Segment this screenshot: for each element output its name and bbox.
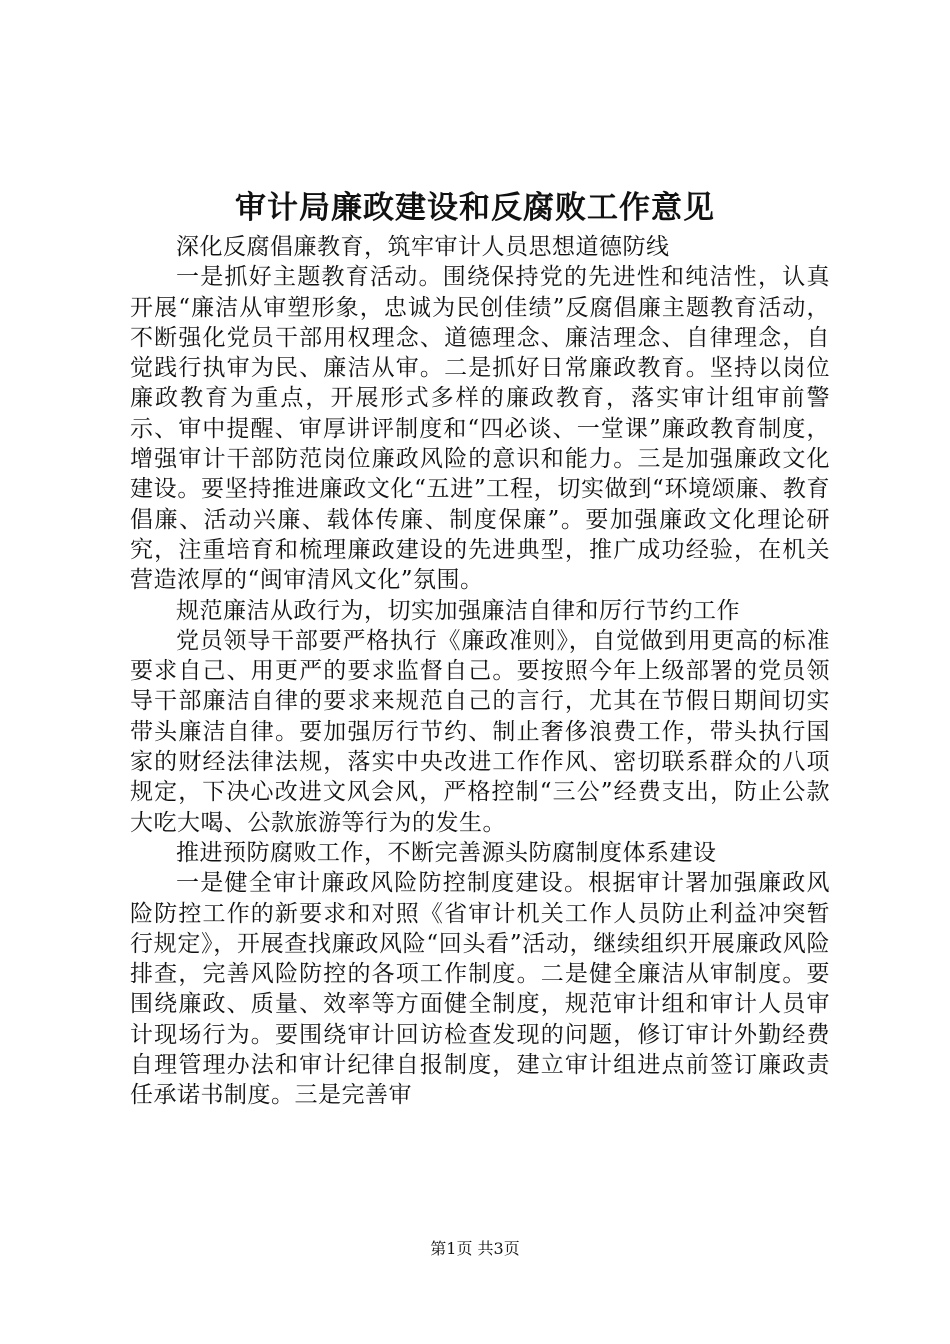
section-heading: 推进预防腐败工作，不断完善源头防腐制度体系建设 (176, 839, 717, 866)
body-paragraph: 一是健全审计廉政风险防控制度建设。根据审计署加强廉政风险防控工作的新要求和对照《省审计机关工作人员防止利益冲突暂行规定》，开展查找廉政风险“回头看”活动，继续组织开展廉政风险排查，完善风险防控的各项工作制度。二是健全廉洁从审制度。要围绕廉政、质量、效率等方面健全制度，规范审计组和审计人员审计现场行为。要围绕审计回访检查发现的问题，修订审计外勤经费自理管理办法和审计纪律自报制度，建立审计组进点前签订廉政责任承诺书制度。三是完善审 (130, 870, 830, 1109)
page-footer: 第1页 共3页 (430, 1239, 520, 1258)
body-paragraph: 一是抓好主题教育活动。围绕保持党的先进性和纯洁性，认真开展“廉洁从审塑形象，忠诚为民创佳绩”反腐倡廉主题教育活动，不断强化党员干部用权理念、道德理念、廉洁理念、自律理念，自觉践行执审为民、廉洁从审。二是抓好日常廉政教育。坚持以岗位廉政教育为重点，开展形式多样的廉政教育，落实审计组审前警示、审中提醒、审厚讲评制度和“四必谈、一堂课”廉政教育制度，增强审计干部防范岗位廉政风险的意识和能力。三是加强廉政文化建设。要坚持推进廉政文化“五进”工程，切实做到“环境颂廉、教育倡廉、活动兴廉、载体传廉、制度保廉”。要加强廉政文化理论研究，注重培育和梳理廉政建设的先进典型，推广成功经验，在机关营造浓厚的“闽审清风文化”氛围。 (130, 264, 830, 594)
section-heading: 深化反腐倡廉教育，筑牢审计人员思想道德防线 (176, 234, 670, 260)
document-title: 审计局廉政建设和反腐败工作意见 (235, 190, 715, 226)
document-body (130, 232, 830, 1111)
body-paragraph: 党员领导干部要严格执行《廉政准则》，自觉做到用更高的标准要求自己、用更严的要求监督自己。要按照今年上级部署的党员领导干部廉洁自律的要求来规范自己的言行，尤其在节假日期间切实带头廉洁自律。要加强厉行节约、制止奢侈浪费工作，带头执行国家的财经法律法规，落实中央改进工作作风、密切联系群众的八项规定，下决心改进文风会风，严格控制“三公”经费支出，防止公款大吃大喝、公款旅游等行为的发生。 (130, 627, 830, 836)
section-heading: 规范廉洁从政行为，切实加强廉洁自律和厉行节约工作 (176, 597, 740, 624)
